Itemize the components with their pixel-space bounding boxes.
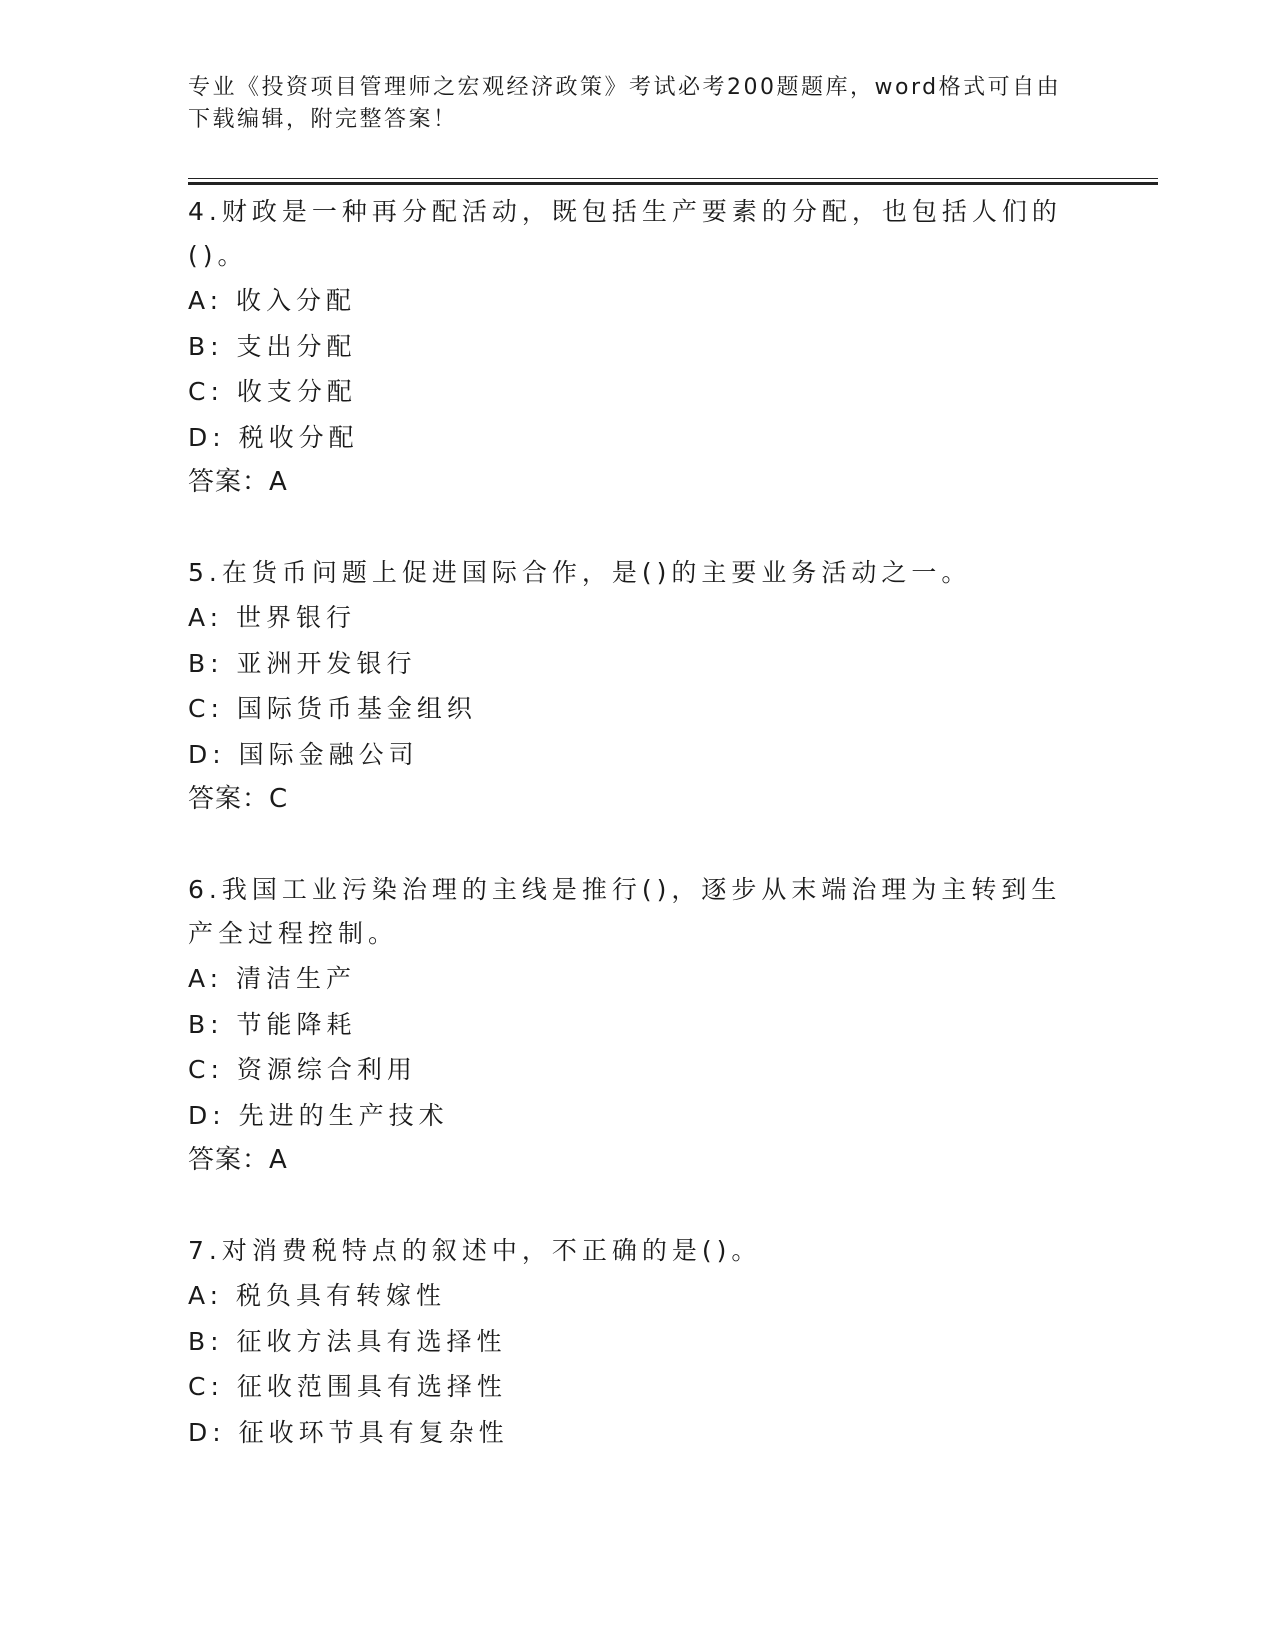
option-a: A: 清洁生产 — [188, 964, 357, 993]
option-d: D: 税收分配 — [188, 422, 359, 452]
option-c: C: 收支分配 — [188, 377, 357, 406]
option-d: D: 国际金融公司 — [188, 739, 419, 769]
question-text: 4.财政是一种再分配活动，既包括生产要素的分配，也包括人们的()。 — [188, 197, 1062, 270]
question-text: 5.在货币问题上促进国际合作，是()的主要业务活动之一。 — [188, 558, 972, 587]
option-b: B: 支出分配 — [188, 331, 357, 361]
answer: 答案：C — [188, 784, 289, 814]
option-b: B: 亚洲开发银行 — [188, 648, 417, 678]
option-b: B: 征收方法具有选择性 — [188, 1326, 507, 1356]
answer: 答案：A — [188, 1145, 288, 1175]
option-a: A: 税负具有转嫁性 — [188, 1281, 447, 1310]
question-block-6 — [188, 868, 1068, 1183]
question-block-4 — [188, 190, 1068, 505]
option-c: C: 征收范围具有选择性 — [188, 1372, 507, 1401]
document-header: 专业《投资项目管理师之宏观经济政策》考试必考200题题库，word格式可自由下载编辑，附完整答案！ — [188, 75, 1062, 132]
option-b: B: 节能降耗 — [188, 1009, 357, 1039]
question-list — [188, 190, 1068, 1501]
question-text: 7.对消费税特点的叙述中，不正确的是()。 — [188, 1236, 762, 1265]
question-text: 6.我国工业污染治理的主线是推行()，逐步从末端治理为主转到生产全过程控制。 — [188, 875, 1062, 948]
option-a: A: 世界银行 — [188, 603, 357, 632]
header-rule-thin — [188, 178, 1158, 179]
answer: 答案：A — [188, 467, 288, 497]
option-c: C: 国际货币基金组织 — [188, 694, 477, 723]
option-a: A: 收入分配 — [188, 286, 357, 315]
header-rule-thick — [188, 182, 1158, 185]
option-d: D: 先进的生产技术 — [188, 1100, 449, 1130]
option-d: D: 征收环节具有复杂性 — [188, 1417, 509, 1447]
question-block-7 — [188, 1229, 1068, 1455]
question-block-5 — [188, 551, 1068, 822]
option-c: C: 资源综合利用 — [188, 1055, 417, 1084]
